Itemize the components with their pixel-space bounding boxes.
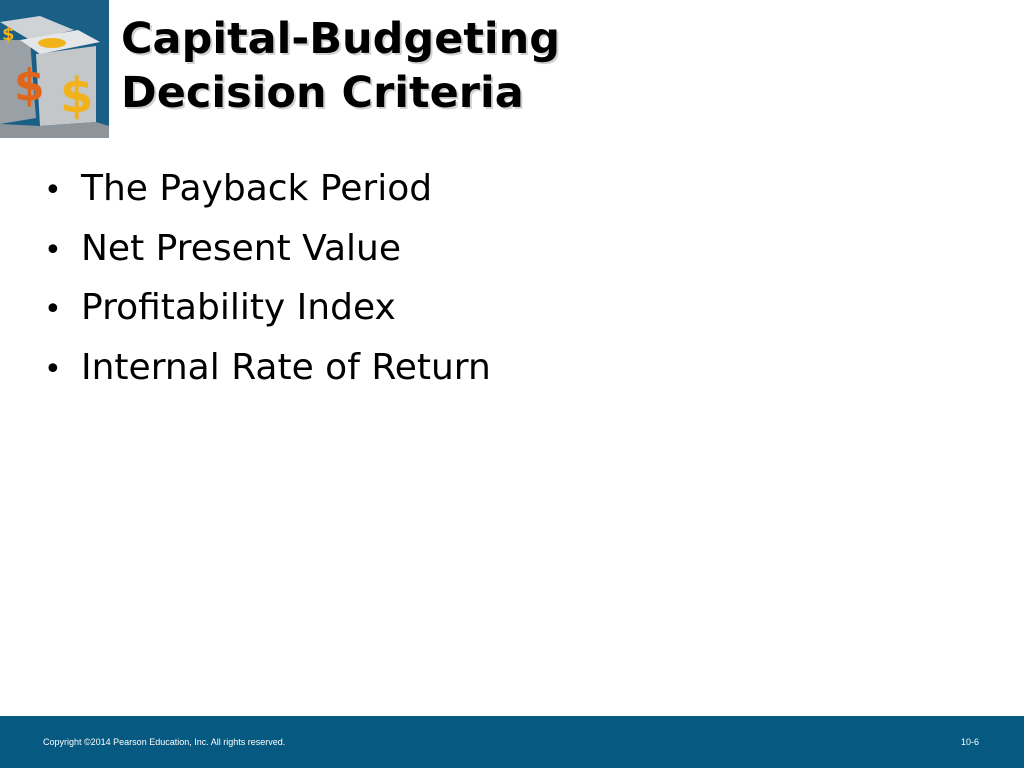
footer-bar: [0, 716, 1024, 768]
bullet-text: The Payback Period: [81, 168, 433, 209]
bullet-text: Profitability Index: [81, 287, 396, 328]
slide-title-line-2: Decision Criteria: [121, 68, 524, 118]
bullet-dot: •: [44, 351, 62, 387]
svg-text:$: $: [14, 60, 45, 111]
slide-title: [121, 12, 560, 120]
bullet-item-profitability-index: [44, 279, 491, 339]
slide-number: 10-6: [960, 737, 979, 747]
bullet-text: Net Present Value: [81, 227, 402, 269]
bullet-dot: •: [44, 232, 62, 268]
bullet-item-net-present-value: [44, 220, 491, 280]
slide-title-line-1: Capital-Budgeting: [121, 14, 561, 64]
svg-text:$: $: [60, 68, 94, 124]
svg-text:$: $: [2, 24, 15, 45]
bullet-text: Internal Rate of Return: [81, 346, 491, 388]
bullet-dot: •: [44, 173, 62, 208]
bullet-dot: •: [44, 292, 62, 327]
copyright-notice: Copyright ©2014 Pearson Education, Inc. All rights reserved.: [43, 737, 286, 747]
bullet-item-internal-rate-of-return: [44, 339, 491, 399]
dollar-cubes-icon: [0, 0, 109, 138]
bullet-list: [44, 160, 491, 398]
bullet-item-payback-period: [44, 160, 491, 220]
